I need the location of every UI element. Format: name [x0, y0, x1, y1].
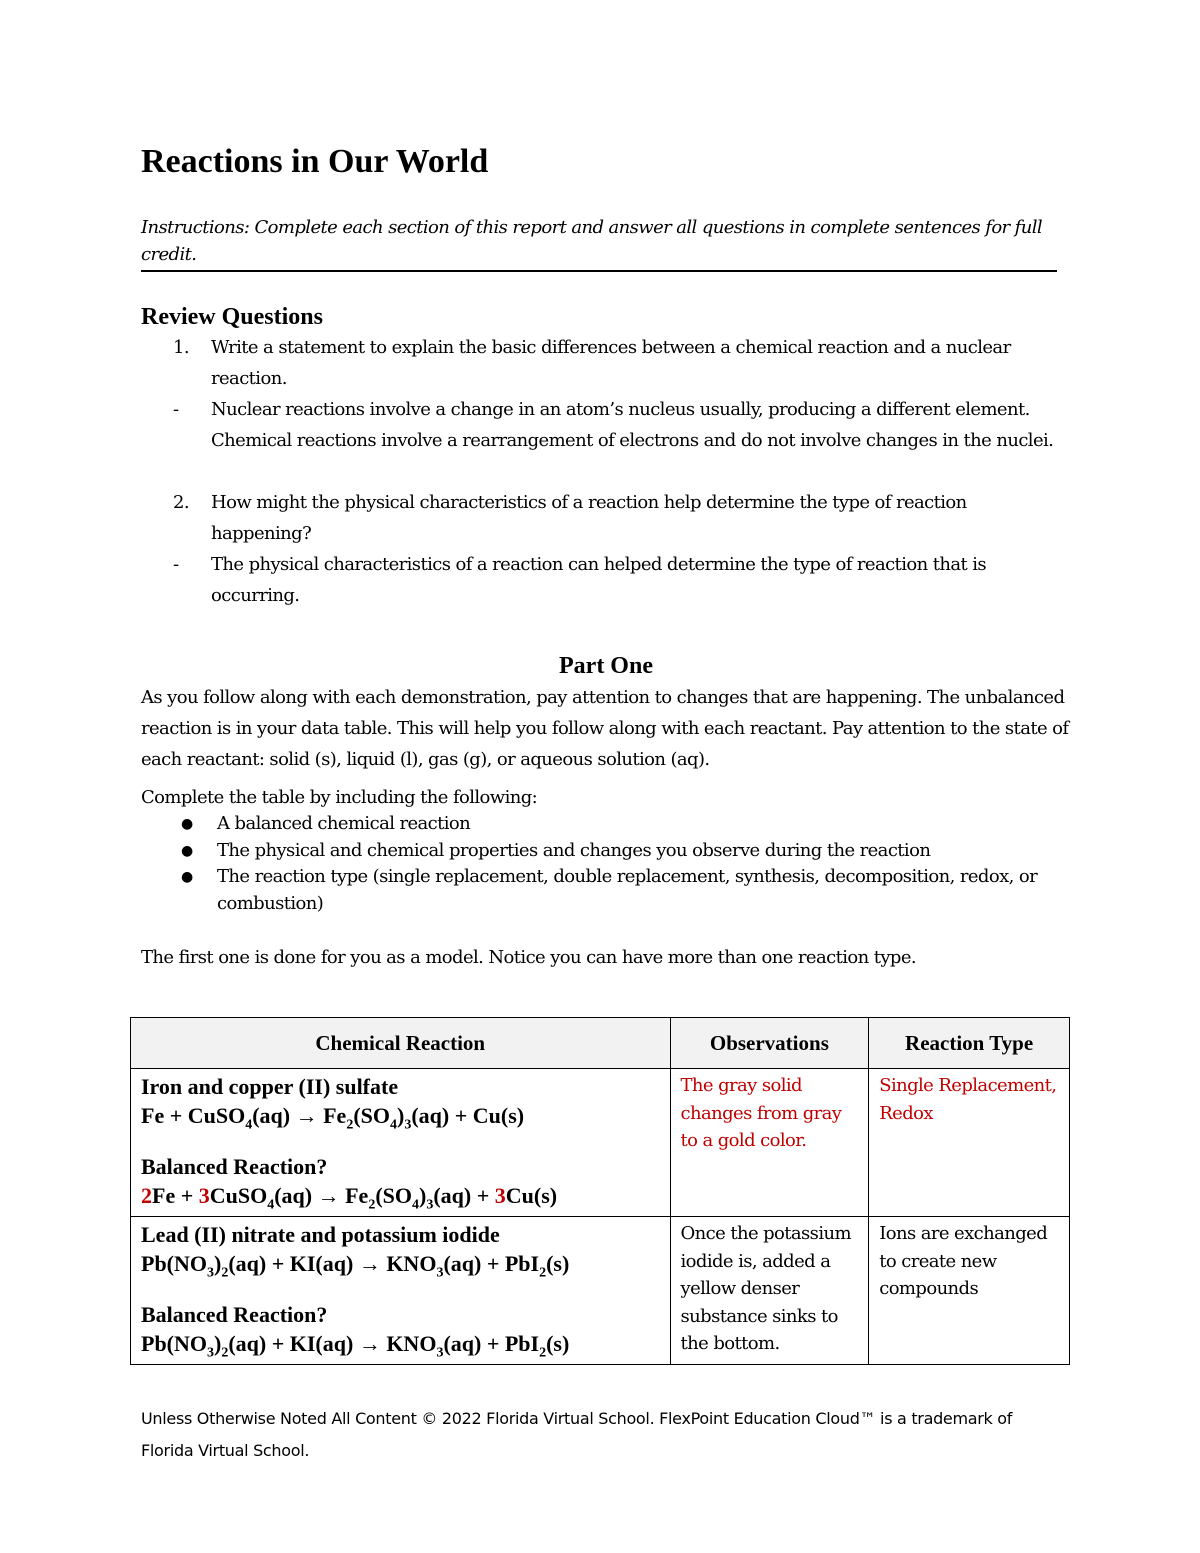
answer-2-dash: -: [173, 554, 179, 575]
reaction-name: Iron and copper (II) sulfate: [141, 1074, 399, 1099]
header-observations: Observations: [670, 1018, 869, 1069]
complete-table-line: Complete the table by including the following:: [141, 787, 538, 808]
question-1-text: Write a statement to explain the basic differences between a chemical reaction and a nuclear reaction.: [211, 337, 1011, 389]
bullet-icon: ●: [181, 842, 193, 859]
table-row: [131, 1217, 1070, 1365]
observations-cell-2: Once the potassium iodide is, added a yellow denser substance sinks to the bottom.: [670, 1217, 869, 1365]
answer-1: [141, 394, 1071, 456]
reaction-table: [130, 1017, 1070, 1365]
question-2-text: How might the physical characteristics of a reaction help determine the type of reaction happening?: [211, 492, 967, 544]
instructions: Instructions: Complete each section of this report and answer all questions in complete sentences for full credit.: [141, 214, 1057, 272]
header-chemical-reaction: Chemical Reaction: [131, 1018, 671, 1069]
answer-2: [141, 549, 1071, 611]
answer-2-text: The physical characteristics of a reaction can helped determine the type of reaction that is occurring.: [211, 554, 987, 606]
model-note: The first one is done for you as a model. Notice you can have more than one reaction type.: [141, 947, 917, 968]
list-item: ● A balanced chemical reaction: [141, 811, 1071, 838]
unbalanced-equation: Fe + CuSO$_4$(aq) → $Fe_2(SO_4)_3(aq) + Cu(s)$: [141, 1103, 525, 1133]
part-one-intro: As you follow along with each demonstration, pay attention to changes that are happening. The unbalanced reaction is in your data table. This will help you follow along with each reactant. Pay attention to the state of each reactant: solid (s), liquid (l), gas (g), or aqueous solution (aq).: [141, 687, 1069, 770]
reaction-cell-1: [131, 1069, 671, 1217]
observations-cell-1: The gray solid changes from gray to a gold color.: [670, 1069, 869, 1217]
balanced-label: Balanced Reaction?: [141, 1302, 328, 1327]
balanced-label: Balanced Reaction?: [141, 1154, 328, 1179]
answer-1-dash: -: [173, 399, 179, 420]
question-1-number: 1.: [173, 337, 189, 358]
reaction-cell-2: [131, 1217, 671, 1365]
reaction-name: Lead (II) nitrate and potassium iodide: [141, 1222, 500, 1247]
reaction-type-cell-1: Single Replacement, Redox: [869, 1069, 1070, 1217]
balanced-equation: 2Fe + 3CuSO$_4$(aq) → $Fe_2(SO_4)_3(aq) + 3Cu(s)$: [141, 1183, 558, 1213]
header-reaction-type: Reaction Type: [869, 1018, 1070, 1069]
table-header-row: [131, 1018, 1070, 1069]
list-item: ● The physical and chemical properties and changes you observe during the reaction: [141, 838, 1071, 865]
reaction-type-cell-2: Ions are exchanged to create new compounds: [869, 1217, 1070, 1365]
question-2-number: 2.: [173, 492, 189, 513]
page-title: Reactions in Our World: [141, 143, 489, 180]
answer-1-text: Nuclear reactions involve a change in an atom’s nucleus usually, producing a different element. Chemical reactions involve a rearrangement of electrons and do not involve changes in the nuclei.: [211, 399, 1054, 451]
list-item: ● The reaction type (single replacement, double replacement, synthesis, decomposition, redox, or combustion): [141, 864, 1071, 917]
review-questions: [141, 332, 1071, 611]
document-page: [141, 140, 1071, 971]
unbalanced-equation: $Pb(NO_3)_2(aq) + KI(aq) \to KNO_3(aq) + PbI_2(s)$: [141, 1251, 570, 1281]
table-row: [131, 1069, 1070, 1217]
bullet-icon: ●: [181, 869, 193, 885]
balanced-equation: $Pb(NO_3)_2(aq) + KI(aq) \to KNO_3(aq) + PbI_2(s)$: [141, 1331, 570, 1361]
review-questions-heading: Review Questions: [141, 304, 323, 330]
part-one-heading: Part One: [559, 653, 653, 679]
bullet-icon: ●: [181, 816, 193, 832]
copyright-footer: Unless Otherwise Noted All Content © 2022 Florida Virtual School. FlexPoint Education Cloud™ is a trademark of Florida Virtual School.: [141, 1409, 1013, 1460]
bullet-list: [141, 811, 1071, 917]
question-1: [141, 332, 1071, 394]
question-2: [141, 487, 1071, 549]
